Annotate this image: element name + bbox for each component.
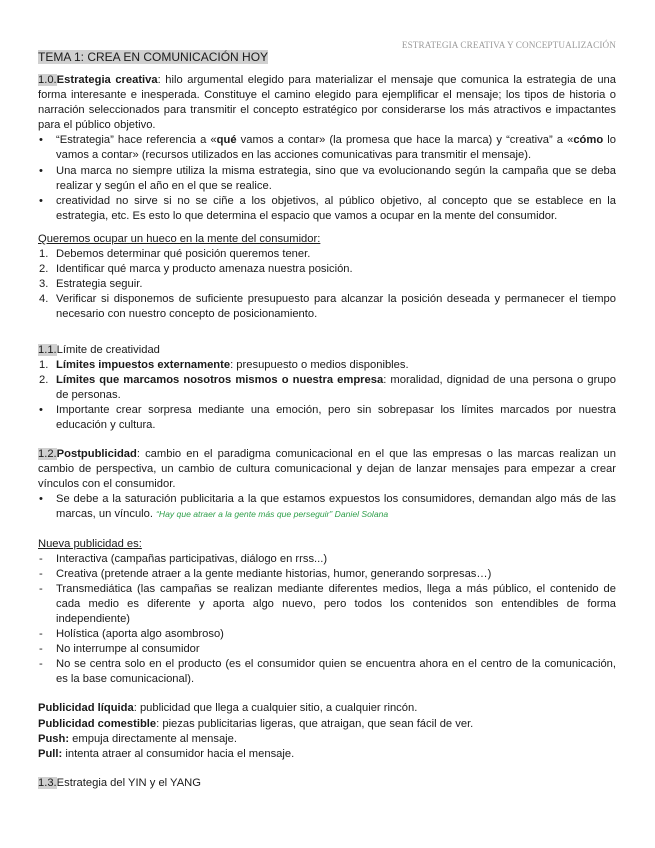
section-1-3-heading: 1.3.Estrategia del YIN y el YANG	[38, 776, 201, 789]
subheading-hueco: Queremos ocupar un hueco en la mente del consumidor:	[38, 232, 321, 245]
section-number: 1.2.	[38, 448, 57, 461]
list-item: - No se centra solo en el producto (es el consumidor quien se encuentra ahora en el centro de la comunicación, es la base comunicacional).	[39, 658, 616, 686]
list-item: 2. Límites que marcamos nosotros mismos o nuestra empresa: moralidad, dignidad de una persona o grupo de personas.	[39, 373, 616, 401]
quote: “Hay que atraer a la gente más que perseguir” Daniel Solana	[156, 509, 389, 520]
list-item: 1. Debemos determinar qué posición queremos tener.	[39, 248, 311, 261]
definition-line: Publicidad líquida: publicidad que llega a cualquier sitio, a cualquier rincón.	[38, 702, 418, 715]
document-body	[38, 73, 616, 791]
list-item: • creatividad no sirve si no se ciñe a los objetivos, al público objetivo, al concepto que se establece en la estrategia, etc. Es esto lo que determina el espacio que vamos a ocupar en la mente del consumidor.	[39, 194, 616, 222]
section-1-0-paragraph: 1.0.Estrategia creativa: hilo argumental elegido para materializar el mensaje que comunica la estrategia de una forma interesante e inesperada. Constituye el camino elegido para ejemplificar el mensaje; los tipos de historia o narración seleccionados para transmitir el concepto estratégico por considerarse los más atractivos e impactantes para el público objetivo.	[38, 74, 616, 132]
list-item: 1. Límites impuestos externamente: presupuesto o medios disponibles.	[39, 358, 409, 371]
section-number: 1.1.	[38, 343, 57, 356]
term: Postpublicidad	[56, 448, 137, 461]
section-1-1-heading: 1.1.Límite de creatividad	[38, 343, 160, 356]
nueva-publicidad-list	[38, 552, 616, 688]
list-item: • Se debe a la saturación publicitaria a la que estamos expuestos los consumidores, demandan algo más de las marcas, un vínculo. “Hay que atraer a la gente más que perseguir” Daniel Solana	[39, 493, 616, 521]
list-item: - Holística (aporta algo asombroso)	[39, 628, 224, 641]
list-item: • Una marca no siempre utiliza la misma estrategia, sino que va evolucionando según la campaña que se deba realizar y según el año en el que se realice.	[39, 164, 616, 192]
subheading-nueva-publicidad: Nueva publicidad es:	[38, 537, 142, 550]
definition-line: Pull: intenta atraer al consumidor hacia el mensaje.	[38, 747, 295, 760]
list-item: - No interrumpe al consumidor	[39, 643, 200, 656]
section-1-1-list	[38, 358, 616, 433]
term: Estrategia creativa	[56, 74, 158, 86]
running-header: ESTRATEGIA CREATIVA Y CONCEPTUALIZACIÓN	[401, 40, 616, 50]
hueco-numbered-list	[38, 247, 616, 322]
section-1-2-bullets	[38, 492, 616, 522]
list-item: 2. Identificar qué marca y producto amenaza nuestra posición.	[39, 263, 353, 276]
list-item: • “Estrategia” hace referencia a «qué vamos a contar» (la promesa que hace la marca) y “creativa” a «cómo lo vamos a contar» (recursos utilizados en las acciones comunicativas para transmitir el mensaje).	[39, 134, 616, 162]
section-1-0-bullets	[38, 133, 616, 224]
section-number: 1.0.	[38, 74, 57, 86]
definition-line: Publicidad comestible: piezas publicitarias ligeras, que atraigan, que sean fácil de ver.	[38, 717, 474, 730]
section-number: 1.3.	[38, 776, 57, 789]
list-item: • Importante crear sorpresa mediante una emoción, pero sin sobrepasar los límites marcados por nuestra educación y cultura.	[39, 403, 616, 431]
list-item: - Creativa (pretende atraer a la gente mediante historias, humor, generando sorpresas…)	[39, 567, 492, 580]
list-item: 3. Estrategia seguir.	[39, 278, 143, 291]
list-item: - Interactiva (campañas participativas, diálogo en rrss...)	[39, 552, 328, 565]
definition-line: Push: empuja directamente al mensaje.	[38, 732, 237, 745]
list-item: 4. Verificar si disponemos de suficiente presupuesto para alcanzar la posición deseada y permanecer el tiempo necesario con nuestro concepto de posicionamiento.	[39, 293, 616, 321]
list-item: - Transmediática (las campañas se realizan mediante diferentes medios, llega a más público, el contenido de cada medio es diferente y aporta algo nuevo, pero todos los contenidos son entendibles de forma independiente)	[39, 582, 616, 625]
section-1-2-paragraph: 1.2.Postpublicidad: cambio en el paradigma comunicacional en el que las empresas o las marcas realizan un cambio de perspectiva, un cambio de cultura comunicacional y dejan de lanzar mensajes para empezar a crear vínculos con el consumidor.	[38, 448, 616, 491]
page-title: TEMA 1: CREA EN COMUNICACIÓN HOY	[38, 50, 269, 64]
